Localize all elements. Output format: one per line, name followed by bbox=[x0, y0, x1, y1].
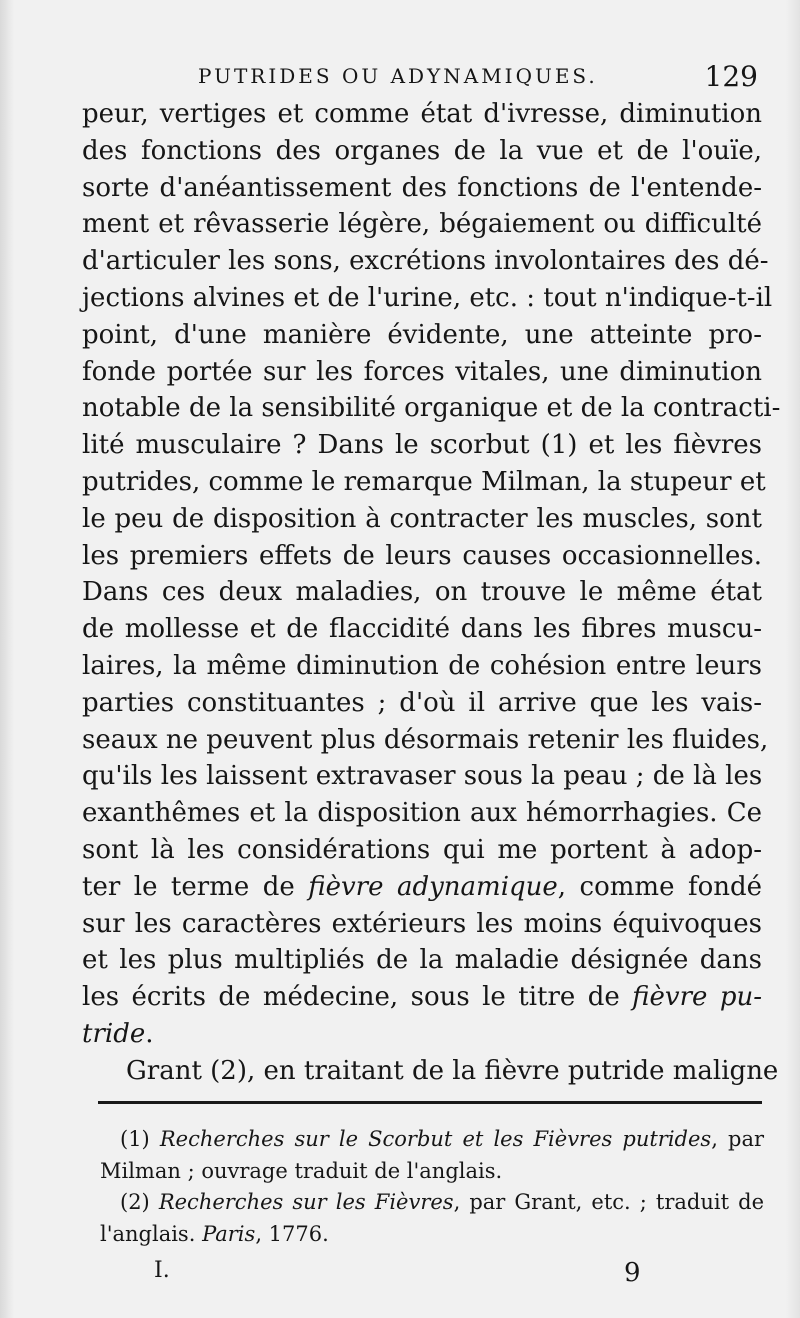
text-segment: les écrits de médecine, sous le titre de bbox=[82, 982, 633, 1013]
signature-number: 9 bbox=[624, 1258, 641, 1288]
running-head: PUTRIDES OU ADYNAMIQUES. bbox=[198, 64, 598, 88]
footnote-title: Recherches sur le Scorbut et les Fièvres putrides bbox=[159, 1127, 712, 1151]
text-line: sorte d'anéantissement des fonctions de l'entende- bbox=[82, 172, 762, 203]
text-segment: , comme fondé bbox=[557, 871, 762, 902]
text-line: point, d'une manière évidente, une atteinte pro- bbox=[82, 319, 762, 350]
text-segment: , 1776. bbox=[255, 1221, 329, 1246]
footnote-1-cont: Milman ; ouvrage traduit de l'anglais. bbox=[100, 1158, 503, 1183]
text-line bbox=[82, 869, 762, 906]
text-line: peur, vertiges et comme état d'ivresse, diminution bbox=[82, 99, 762, 129]
footnote-marker: (1) bbox=[120, 1127, 160, 1151]
page-number: 129 bbox=[704, 60, 758, 93]
body-text bbox=[82, 96, 781, 1090]
text-line: putrides, comme le remarque Milman, la stupeur et bbox=[82, 466, 766, 497]
italic-term: fièvre adynamique bbox=[308, 871, 558, 902]
text-line: et les plus multipliés de la maladie désignée dans bbox=[82, 945, 762, 976]
text-line bbox=[82, 979, 762, 1016]
text-line: parties constituantes ; d'où il arrive que les vais- bbox=[82, 687, 762, 718]
text-line: lité musculaire ? Dans le scorbut (1) et les fièvres bbox=[82, 430, 762, 461]
text-line: notable de la sensibilité organique et de la contracti- bbox=[82, 393, 781, 424]
text-line: sur les caractères extérieurs les moins équivoques bbox=[82, 908, 762, 939]
text-segment: ter le terme de bbox=[82, 871, 309, 902]
printer-signature bbox=[154, 1258, 654, 1294]
text-line bbox=[82, 1016, 762, 1053]
place-name: Paris bbox=[202, 1221, 256, 1246]
footnote-title: Recherches sur les Fièvres bbox=[158, 1190, 454, 1214]
text-line: des fonctions des organes de la vue et de l'ouïe, bbox=[82, 135, 762, 166]
text-line: Grant (2), en traitant de la fièvre putride maligne bbox=[126, 1055, 779, 1086]
footnote-1 bbox=[100, 1124, 764, 1156]
italic-term: tride bbox=[82, 1018, 146, 1049]
text-line: exanthêmes et la disposition aux hémorrhagies. Ce bbox=[82, 798, 762, 829]
text-line: de mollesse et de flaccidité dans les fibres muscu- bbox=[82, 614, 762, 645]
text-line: d'articuler les sons, excrétions involontaires des dé- bbox=[82, 246, 769, 277]
page-header bbox=[80, 58, 762, 98]
footnote-2-cont bbox=[100, 1219, 764, 1251]
italic-term: fièvre pu- bbox=[632, 982, 762, 1013]
text-line: seaux ne peuvent plus désormais retenir les fluides, bbox=[82, 724, 769, 755]
footnote-2 bbox=[100, 1187, 764, 1219]
text-segment: , par Grant, etc. ; traduit de bbox=[453, 1190, 764, 1214]
text-line: sont là les considérations qui me portent à adop- bbox=[82, 834, 762, 865]
text-segment: . bbox=[145, 1018, 154, 1049]
text-line: Dans ces deux maladies, on trouve le même état bbox=[82, 577, 762, 608]
signature-mark: I. bbox=[154, 1258, 170, 1283]
text-line: ment et rêvasserie légère, bégaiement ou difficulté bbox=[82, 209, 762, 240]
text-segment: , par bbox=[711, 1127, 764, 1151]
footnotes bbox=[100, 1124, 764, 1250]
footnote-marker: (2) bbox=[120, 1190, 159, 1214]
text-segment: l'anglais. bbox=[100, 1221, 203, 1246]
text-line: le peu de disposition à contracter les muscles, sont bbox=[82, 503, 762, 534]
text-line: fonde portée sur les forces vitales, une diminution bbox=[82, 356, 762, 387]
text-line: les premiers effets de leurs causes occasionnelles. bbox=[82, 540, 762, 571]
text-line: qu'ils les laissent extravaser sous la peau ; de là les bbox=[82, 761, 763, 792]
text-line: laires, la même diminution de cohésion entre leurs bbox=[82, 650, 762, 681]
text-line: jections alvines et de l'urine, etc. : tout n'indique-t-il bbox=[82, 282, 773, 313]
footnote-rule bbox=[98, 1101, 762, 1104]
